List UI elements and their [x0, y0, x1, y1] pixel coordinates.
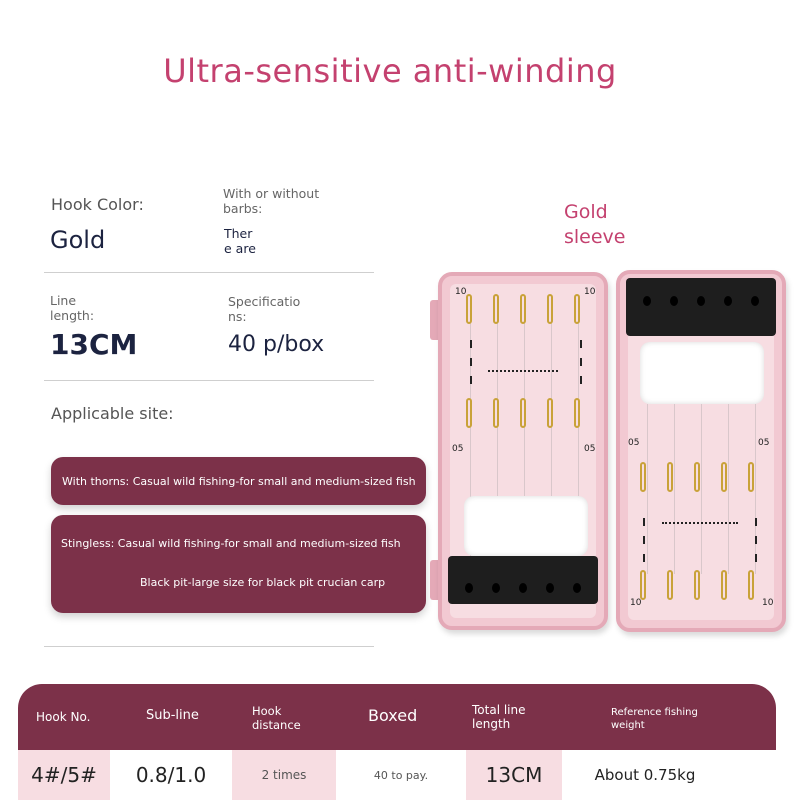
header-hook-distance: Hook distance: [252, 704, 301, 732]
header-hook-no: Hook No.: [36, 710, 91, 724]
header-total-line-length: Total line length: [472, 703, 526, 731]
header-boxed: Boxed: [368, 706, 418, 725]
foam-strip: [448, 556, 598, 604]
site-box-stingless: [51, 515, 426, 613]
page-title: Ultra-sensitive anti-winding: [163, 52, 617, 90]
site-box-thorns: [51, 457, 426, 505]
cell-hook-no: 4#/5#: [18, 750, 110, 800]
divider: [44, 380, 374, 381]
barbs-label: With or without barbs:: [223, 186, 320, 216]
cell-hook-distance: 2 times: [232, 750, 336, 800]
cell-sub-line: 0.8/1.0: [135, 763, 207, 787]
hook-color-label: Hook Color:: [51, 195, 144, 214]
applicable-site-label: Applicable site:: [51, 404, 174, 423]
divider: [44, 272, 374, 273]
cell-reference-weight: About 0.75kg: [594, 766, 696, 784]
specification-label: Specificatio ns:: [228, 294, 301, 324]
site-text: Black pit-large size for black pit crucian carp: [140, 576, 386, 589]
line-length-label: Line length:: [50, 293, 95, 323]
gold-sleeve-label: Gold sleeve: [564, 201, 626, 248]
site-text: With thorns: Casual wild fishing-for small and medium-sized fish: [62, 475, 416, 488]
hook-color-value: Gold: [50, 226, 106, 254]
foam-strip: [626, 278, 776, 336]
box-window: [464, 496, 588, 556]
specification-value: 40 p/box: [228, 332, 325, 357]
divider: [44, 646, 374, 647]
site-text: Stingless: Casual wild fishing-for small and medium-sized fish: [61, 537, 401, 550]
spec-table-row: [18, 750, 776, 800]
spec-table-header: [18, 684, 776, 750]
barbs-value: Ther e are: [224, 226, 256, 256]
header-sub-line: Sub-line: [146, 708, 199, 723]
box-window: [640, 342, 764, 404]
cell-boxed: 40 to pay.: [373, 768, 429, 782]
header-reference-weight: Reference fishing weight: [611, 707, 698, 731]
line-length-value: 13CM: [50, 328, 138, 361]
cell-total-line-length: 13CM: [466, 750, 562, 800]
